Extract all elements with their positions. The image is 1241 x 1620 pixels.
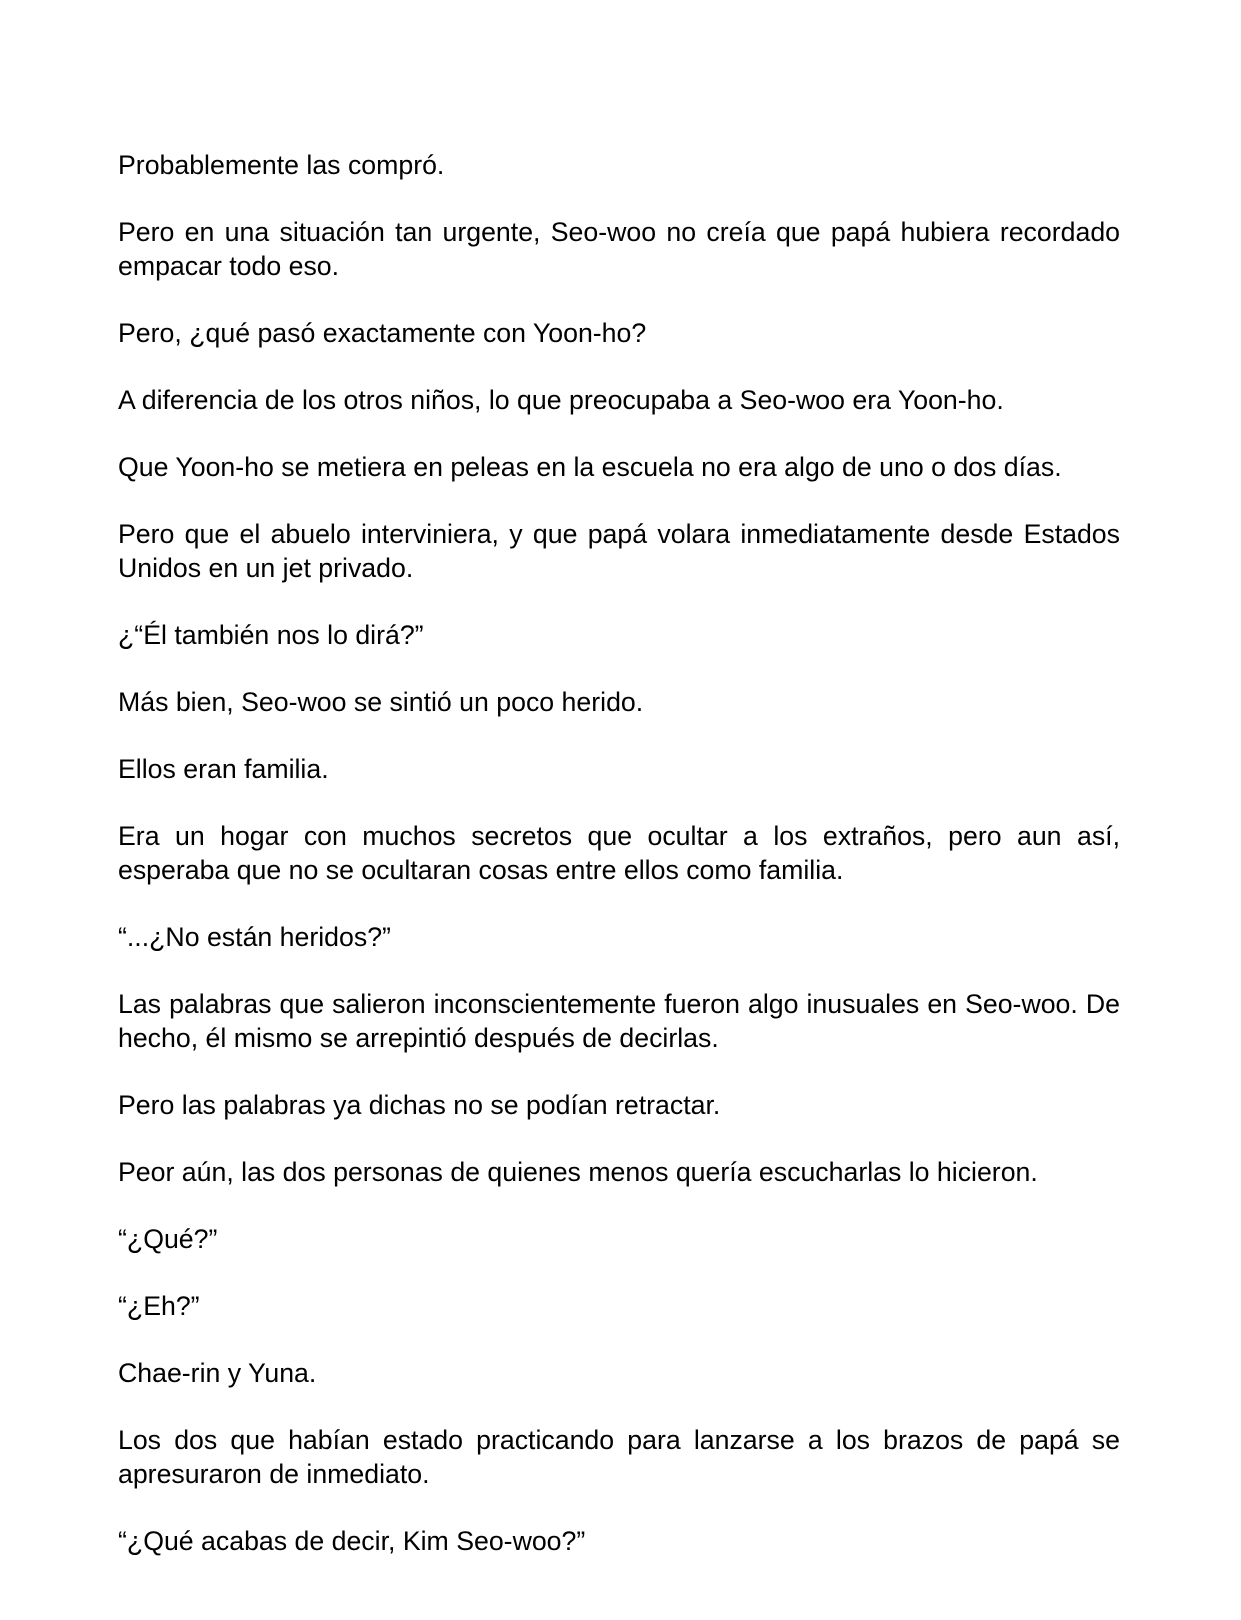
paragraph: Era un hogar con muchos secretos que ocultar a los extraños, pero aun así, esperaba que no se ocultaran cosas entre ellos como familia. [118,821,1120,885]
paragraph: Las palabras que salieron inconscientemente fueron algo inusuales en Seo-woo. De hecho, él mismo se arrepintió después de decirlas. [118,989,1120,1053]
paragraph: Que Yoon-ho se metiera en peleas en la escuela no era algo de uno o dos días. [118,452,1062,482]
paragraph: “¿Qué?” [118,1224,218,1254]
paragraph: Pero que el abuelo interviniera, y que papá volara inmediatamente desde Estados Unidos en un jet privado. [118,519,1120,583]
paragraph: Pero las palabras ya dichas no se podían retractar. [118,1090,721,1120]
paragraph: ¿“Él también nos lo dirá?” [118,620,424,650]
paragraph: Pero en una situación tan urgente, Seo-woo no creía que papá hubiera recordado empacar todo eso. [118,217,1120,281]
paragraph: Los dos que habían estado practicando para lanzarse a los brazos de papá se apresuraron de inmediato. [118,1425,1120,1489]
paragraph: “...¿No están heridos?” [118,922,391,952]
paragraph: Peor aún, las dos personas de quienes menos quería escucharlas lo hicieron. [118,1157,1038,1187]
paragraph: Pero, ¿qué pasó exactamente con Yoon-ho? [118,318,647,348]
paragraph: Probablemente las compró. [118,150,445,180]
paragraph: Más bien, Seo-woo se sintió un poco herido. [118,687,644,717]
body-text [118,148,1120,1591]
paragraph: A diferencia de los otros niños, lo que preocupaba a Seo-woo era Yoon-ho. [118,385,1004,415]
paragraph: Chae-rin y Yuna. [118,1358,317,1388]
paragraph: “¿Qué acabas de decir, Kim Seo-woo?” [118,1526,586,1556]
paragraph: Ellos eran familia. [118,754,329,784]
paragraph: “¿Eh?” [118,1291,200,1321]
